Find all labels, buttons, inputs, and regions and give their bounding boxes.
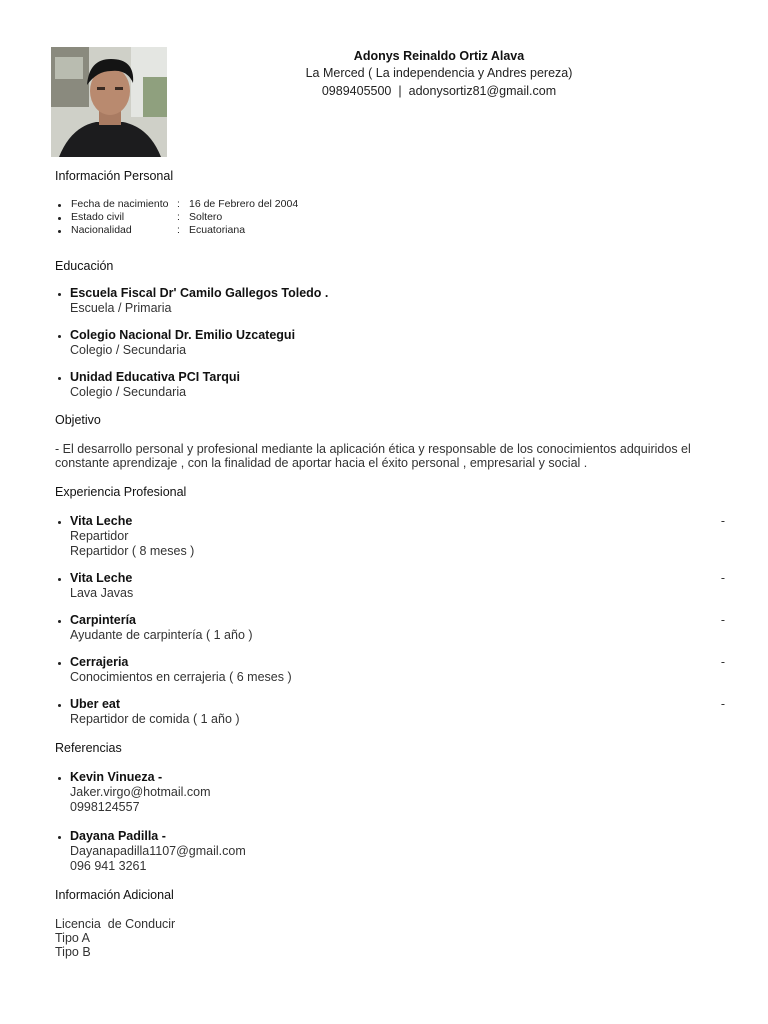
section-experience xyxy=(55,484,725,727)
section-personal xyxy=(55,168,725,237)
section-title-references: Referencias xyxy=(55,741,122,755)
experience-item: Vita Leche - Repartidor Repartidor ( 8 meses ) xyxy=(55,514,725,559)
full-name: Adonys Reinaldo Ortiz Alava xyxy=(353,49,525,63)
section-objective xyxy=(55,412,725,470)
experience-list xyxy=(55,514,725,727)
section-title-education: Educación xyxy=(55,259,114,273)
reference-item: Dayana Padilla - Dayanapadilla1107@gmail.com 096 941 3261 xyxy=(55,829,725,874)
section-education xyxy=(55,258,725,400)
additional-line: Tipo B xyxy=(55,945,91,959)
education-item: Unidad Educativa PCI Tarqui Colegio / Secundaria xyxy=(55,370,725,400)
experience-dash: - xyxy=(720,613,725,627)
experience-item: Uber eat - Repartidor de comida ( 1 año ) xyxy=(55,697,725,727)
experience-dash: - xyxy=(720,514,725,528)
experience-item: Carpintería - Ayudante de carpintería ( 1 año ) xyxy=(55,613,725,643)
experience-item: Cerrajeria - Conocimientos en cerrajeria ( 6 meses ) xyxy=(55,655,725,685)
person-photo-icon xyxy=(51,47,167,157)
section-title-experience: Experiencia Profesional xyxy=(55,485,187,499)
contact-line xyxy=(170,82,708,100)
additional-info xyxy=(55,917,725,959)
phone: 0989405500 xyxy=(321,84,392,98)
personal-item: Fecha de nacimiento : 16 de Febrero del 2004 xyxy=(55,198,725,211)
contact-separator: | xyxy=(398,84,402,98)
objective-text: - El desarrollo personal y profesional mediante la aplicación ética y responsable de los conocimientos adquiridos el constante aprendizaje , con la finalidad de aportar hacia el éxito personal , empresarial y social . xyxy=(55,442,691,470)
section-additional xyxy=(55,887,725,959)
education-list xyxy=(55,286,725,400)
resume-body xyxy=(55,168,725,959)
email-link[interactable]: adonysortiz81@gmail.com xyxy=(408,84,557,98)
experience-dash: - xyxy=(720,655,725,669)
education-item: Colegio Nacional Dr. Emilio Uzcategui Colegio / Secundaria xyxy=(55,328,725,358)
profile-photo xyxy=(51,47,167,157)
resume-header xyxy=(170,48,708,100)
section-references xyxy=(55,740,725,874)
section-title-objective: Objetivo xyxy=(55,413,101,427)
additional-line: Licencia de Conducir xyxy=(55,917,176,931)
address: La Merced ( La independencia y Andres pereza) xyxy=(305,66,573,80)
references-list xyxy=(55,770,725,874)
section-title-additional: Información Adicional xyxy=(55,888,174,902)
experience-dash: - xyxy=(720,571,725,585)
education-item: Escuela Fiscal Dr' Camilo Gallegos Toledo . Escuela / Primaria xyxy=(55,286,725,316)
experience-item: Vita Leche - Lava Javas xyxy=(55,571,725,601)
reference-item: Kevin Vinueza - Jaker.virgo@hotmail.com 0998124557 xyxy=(55,770,725,815)
experience-dash: - xyxy=(720,697,725,711)
section-title-personal: Información Personal xyxy=(55,169,174,183)
reference-email[interactable]: Dayanapadilla1107@gmail.com xyxy=(70,844,246,858)
reference-phone: 096 941 3261 xyxy=(70,859,147,873)
reference-email[interactable]: Jaker.virgo@hotmail.com xyxy=(70,785,211,799)
additional-line: Tipo A xyxy=(55,931,90,945)
personal-item: Estado civil : Soltero xyxy=(55,211,725,224)
reference-phone: 0998124557 xyxy=(70,800,140,814)
personal-item: Nacionalidad : Ecuatoriana xyxy=(55,224,725,237)
personal-list xyxy=(55,198,725,237)
